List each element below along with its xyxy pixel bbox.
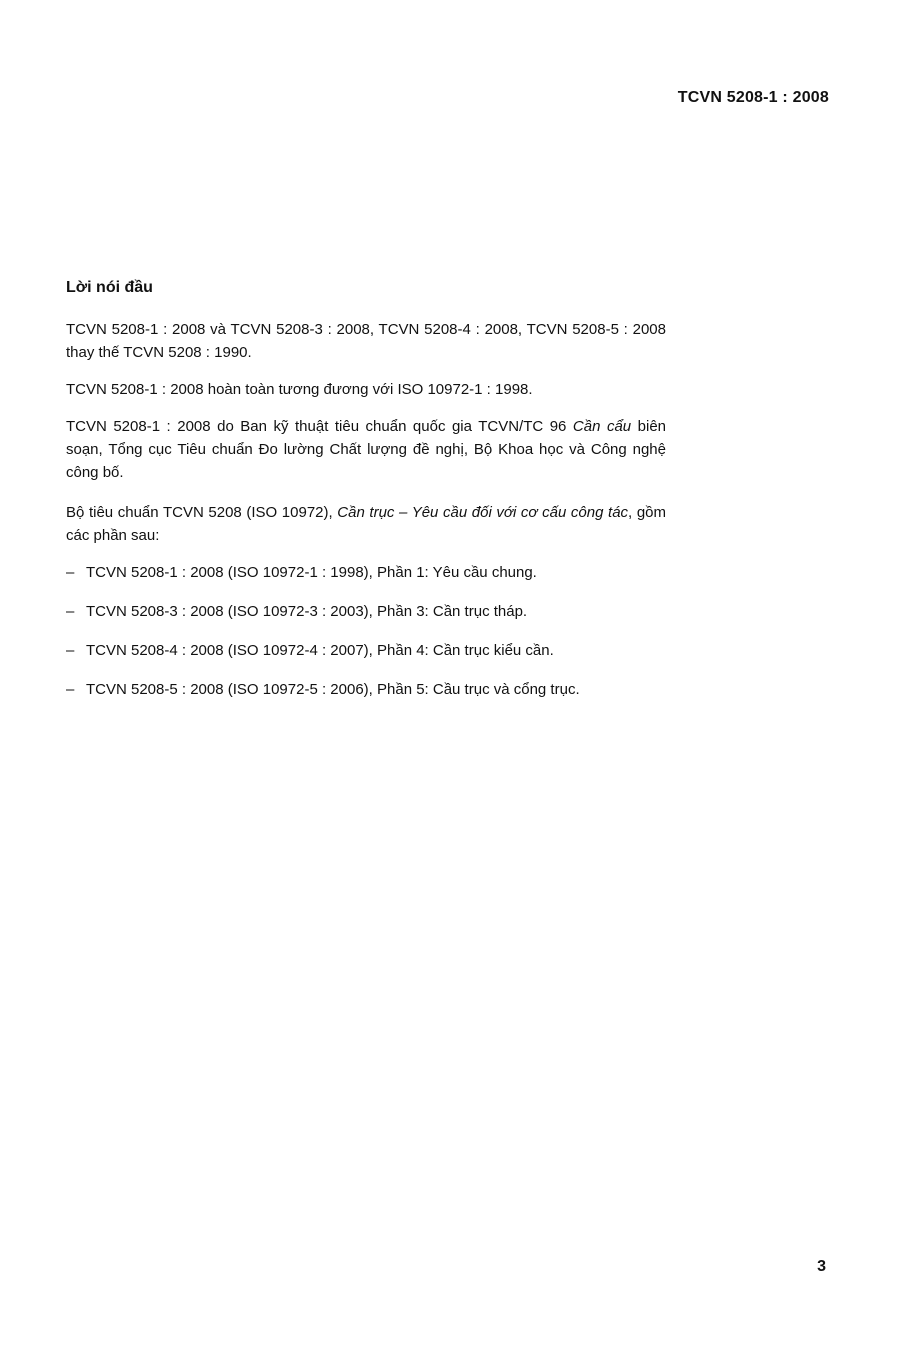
page-number: 3 [817, 1258, 826, 1275]
authorship-text-start: TCVN 5208-1 : 2008 do Ban kỹ thuật tiêu chuẩn quốc gia TCVN/TC 96 [66, 418, 573, 435]
foreword-title: Lời nói đầu [66, 279, 153, 296]
foreword-paragraph-replacement: TCVN 5208-1 : 2008 và TCVN 5208-3 : 2008, TCVN 5208-4 : 2008, TCVN 5208-5 : 2008 thay thế TCVN 5208 : 1990. [66, 321, 666, 361]
authorship-text-end: biên soạn, Tổng cục Tiêu chuẩn Đo lường Chất lượng đề nghị, Bộ Khoa học và Công nghệ công bố. [66, 418, 667, 481]
parts-list [66, 561, 666, 701]
list-item: – TCVN 5208-3 : 2008 (ISO 10972-3 : 2003), Phần 3: Cần trục tháp. [66, 600, 666, 623]
list-item: – TCVN 5208-5 : 2008 (ISO 10972-5 : 2006), Phần 5: Cầu trục và cổng trục. [66, 678, 666, 701]
foreword-paragraph-equivalence: TCVN 5208-1 : 2008 hoàn toàn tương đương với ISO 10972-1 : 1998. [66, 381, 533, 398]
foreword-paragraph-series [66, 501, 666, 547]
series-text-end: , gồm các phần sau: [66, 504, 667, 544]
foreword-paragraph-authorship [66, 415, 666, 484]
committee-name: Cần cẩu [572, 418, 632, 435]
series-text-start: Bộ tiêu chuẩn TCVN 5208 (ISO 10972), [66, 504, 338, 521]
document-code-header: TCVN 5208-1 : 2008 [677, 89, 829, 106]
list-item: – TCVN 5208-1 : 2008 (ISO 10972-1 : 1998), Phần 1: Yêu cầu chung. [66, 561, 666, 584]
series-title: Cần trục – Yêu cầu đối với cơ cấu công tác [337, 504, 629, 521]
foreword-section [66, 276, 666, 717]
list-item: – TCVN 5208-4 : 2008 (ISO 10972-4 : 2007), Phần 4: Cần trục kiểu cần. [66, 639, 666, 662]
